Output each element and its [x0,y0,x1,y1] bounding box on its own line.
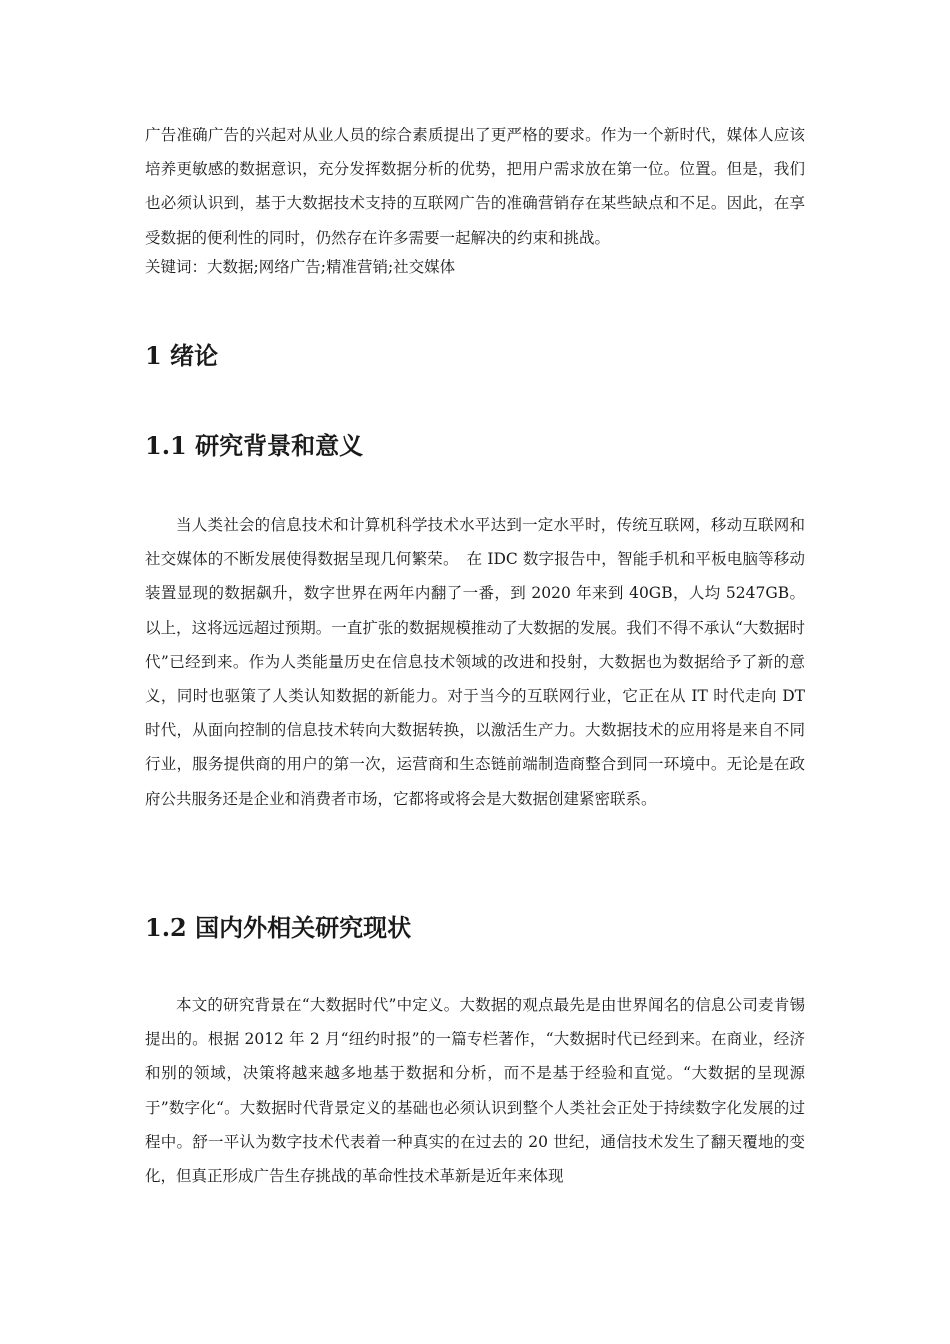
section-1-2-body [145,988,805,1193]
abstract-paragraph: 广告准确广告的兴起对从业人员的综合素质提出了更严格的要求。作为一个新时代，媒体人应该培养更敏感的数据意识，充分发挥数据分析的优势，把用户需求放在第一位。位置。但是，我们也必须认识到，基于大数据技术支持的互联网广告的准确营销存在某些缺点和不足。因此，在享受数据的便利性的同时，仍然存在许多需要一起解决的约束和挑战。 [145,126,805,247]
section-1-1-body [145,508,805,816]
abstract-block [145,118,805,279]
section-1-1-title: 1.1 研究背景和意义 [145,431,364,460]
keywords-line: 关键词：大数据;网络广告;精准营销;社交媒体 [145,257,456,276]
section-1-1-paragraph: 当人类社会的信息技术和计算机科学技术水平达到一定水平时，传统互联网，移动互联网和社交媒体的不断发展使得数据呈现几何繁荣。 在 IDC 数字报告中，智能手机和平板电脑等移动装置显现的数据飙升，数字世界在两年内翻了一番，到 2020 年来到 40GB，人均 5247GB。以上，这将远远超过预期。一直扩张的数据规模推动了大数据的发展。我们不得不承认“大数据时代”已经到来。作为人类能量历史在信息技术领域的改进和投射，大数据也为数据给予了新的意义，同时也驱策了人类认知数据的新能力。对于当今的互联网行业，它正在从 IT 时代走向 DT 时代，从面向控制的信息技术转向大数据转换，以激活生产力。大数据技术的应用将是来自不同行业，服务提供商的用户的第一次，运营商和生态链前端制造商整合到同一环境中。无论是在政府公共服务还是企业和消费者市场，它都将或将会是大数据创建紧密联系。 [145,516,805,808]
section-1-2-paragraph: 本文的研究背景在“大数据时代”中定义。大数据的观点最先是由世界闻名的信息公司麦肯锡提出的。根据 2012 年 2 月“纽约时报”的一篇专栏著作，“大数据时代已经到来。在商业，经济和别的领域，决策将越来越多地基于数据和分析，而不是基于经验和直觉。“大数据的呈现源于”数字化“。大数据时代背景定义的基础也必须认识到整个人类社会正处于持续数字化发展的过程中。舒一平认为数字技术代表着一种真实的在过去的 20 世纪，通信技术发生了翻天覆地的变化，但真正形成广告生存挑战的革命性技术革新是近年来体现 [145,996,805,1186]
section-1-2-title: 1.2 国内外相关研究现状 [145,913,412,942]
chapter-1-title: 1 绪论 [145,341,219,370]
